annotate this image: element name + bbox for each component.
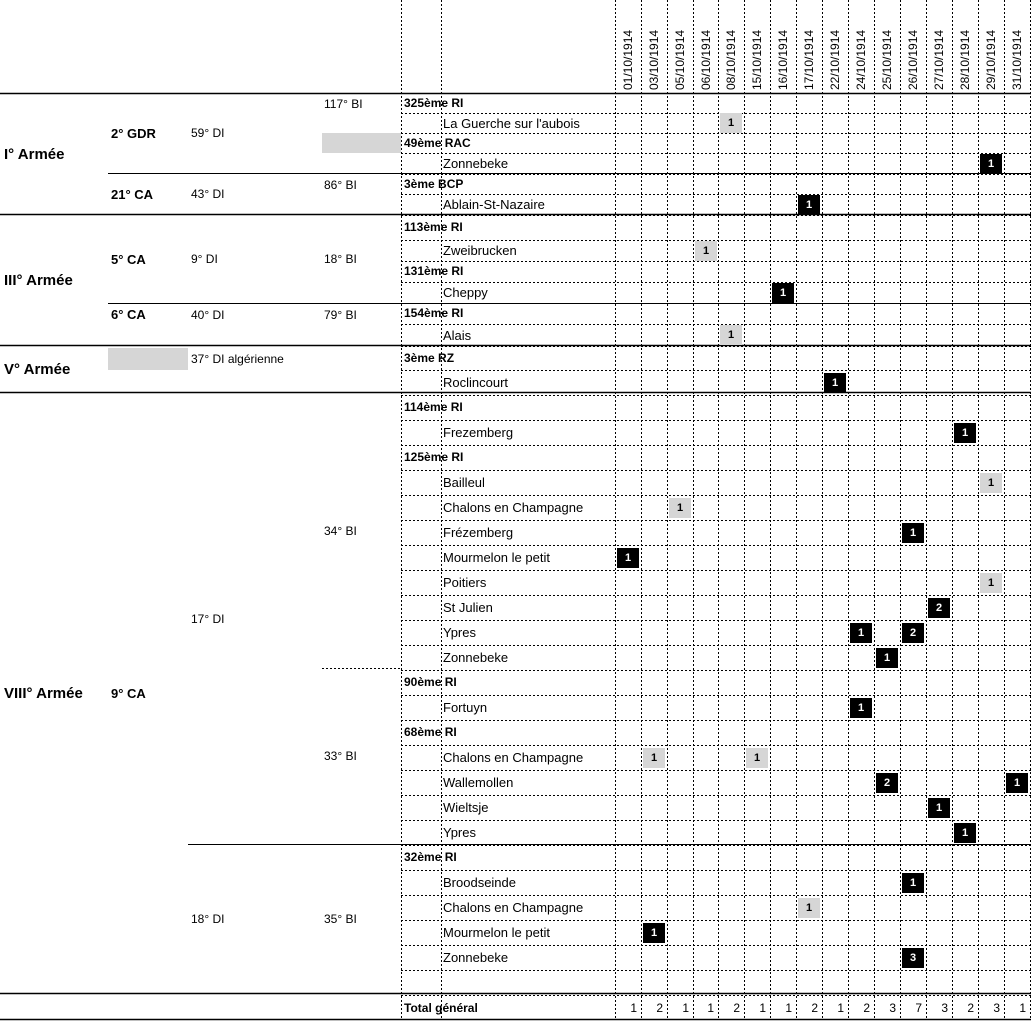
- count-cell: 1: [720, 113, 742, 133]
- brigade-label: 86° BI: [324, 178, 357, 192]
- total-value: 1: [1019, 1001, 1026, 1015]
- count-cell: 1: [1006, 773, 1028, 793]
- location-label: Fortuyn: [443, 700, 488, 715]
- location-label: Mourmelon le petit: [443, 925, 550, 940]
- location-label: Zonnebeke: [443, 650, 509, 665]
- count-cell: 1: [824, 373, 846, 393]
- regiment-label: 3ème BCP: [404, 177, 464, 191]
- total-value: 3: [941, 1001, 948, 1015]
- count-cell: 1: [980, 154, 1002, 174]
- date-column-header: 29/10/1914: [984, 29, 998, 90]
- count-cell: 1: [617, 548, 639, 568]
- location-label: Frézemberg: [443, 525, 514, 540]
- location-label: Mourmelon le petit: [443, 550, 550, 565]
- regiment-label: 325ème RI: [404, 96, 464, 110]
- total-label: Total général: [404, 1001, 478, 1015]
- total-value: 1: [837, 1001, 844, 1015]
- location-label: Ablain-St-Nazaire: [443, 197, 545, 212]
- count-cell: 1: [798, 898, 820, 918]
- location-label: Zonnebeke: [443, 950, 509, 965]
- regiment-label: 3ème RZ: [404, 351, 455, 365]
- total-value: 3: [993, 1001, 1000, 1015]
- brigade-label: 34° BI: [324, 524, 357, 538]
- total-value: 1: [707, 1001, 714, 1015]
- count-cell: 1: [643, 923, 665, 943]
- count-cell: 1: [850, 698, 872, 718]
- location-label: Zweibrucken: [443, 243, 517, 258]
- corps-label: 6° CA: [111, 307, 146, 322]
- regiment-label: 125ème RI: [404, 450, 464, 464]
- regiment-label: 113ème RI: [404, 220, 463, 234]
- army-label-8: VIII° Armée: [4, 685, 83, 702]
- count-cell: 1: [746, 748, 768, 768]
- brigade-label: 35° BI: [324, 912, 357, 926]
- count-cell: 1: [954, 823, 976, 843]
- location-label: Chalons en Champagne: [443, 500, 584, 515]
- count-cell: 2: [928, 598, 950, 618]
- location-label: St Julien: [443, 600, 493, 615]
- brigade-label: 117° BI: [324, 97, 363, 111]
- division-label: 40° DI: [191, 308, 225, 322]
- total-value: 2: [656, 1001, 663, 1015]
- brigade-label: 18° BI: [324, 252, 357, 266]
- count-cell: 1: [902, 523, 924, 543]
- location-label: Roclincourt: [443, 375, 509, 390]
- empty-grey-cell: [322, 133, 401, 153]
- count-cell: 1: [902, 873, 924, 893]
- army-label-1: I° Armée: [4, 146, 65, 163]
- regiment-label: 68ème RI: [404, 725, 457, 739]
- count-cell: 3: [902, 948, 924, 968]
- total-value: 1: [785, 1001, 792, 1015]
- location-label: Ypres: [443, 825, 476, 840]
- count-cell: 1: [720, 325, 742, 345]
- location-label: Poitiers: [443, 575, 487, 590]
- location-label: La Guerche sur l'aubois: [443, 116, 580, 131]
- date-column-header: 26/10/1914: [906, 29, 920, 90]
- location-label: Wieltsje: [443, 800, 489, 815]
- count-cell: 1: [772, 283, 794, 303]
- location-label: Broodseinde: [443, 875, 516, 890]
- total-value: 3: [889, 1001, 896, 1015]
- division-label: 37° DI algérienne: [191, 352, 284, 366]
- regiment-label: 49ème RAC: [404, 136, 471, 150]
- count-cell: 1: [850, 623, 872, 643]
- location-label: Frezemberg: [443, 425, 514, 440]
- count-cell: 1: [980, 573, 1002, 593]
- location-label: Bailleul: [443, 475, 485, 490]
- count-cell: 2: [902, 623, 924, 643]
- brigade-label: 33° BI: [324, 749, 357, 763]
- location-label: Cheppy: [443, 285, 488, 300]
- corps-label: 2° GDR: [111, 126, 156, 141]
- date-column-header: 24/10/1914: [854, 29, 868, 90]
- date-column-header: 16/10/1914: [776, 29, 790, 90]
- total-value: 7: [915, 1001, 922, 1015]
- total-value: 2: [967, 1001, 974, 1015]
- brigade-label: 79° BI: [324, 308, 357, 322]
- regiment-label: 131ème RI: [404, 264, 464, 278]
- total-value: 2: [811, 1001, 818, 1015]
- corps-label: 9° CA: [111, 686, 146, 701]
- regiment-label: 154ème RI: [404, 306, 464, 320]
- date-column-header: 03/10/1914: [647, 29, 661, 90]
- total-value: 2: [863, 1001, 870, 1015]
- corps-label: 21° CA: [111, 187, 154, 202]
- division-label: 43° DI: [191, 187, 225, 201]
- date-column-header: 15/10/1914: [750, 29, 764, 90]
- count-cell: 1: [669, 498, 691, 518]
- date-column-header: 05/10/1914: [673, 29, 687, 90]
- regiment-label: 90ème RI: [404, 675, 457, 689]
- date-column-header: 27/10/1914: [932, 29, 946, 90]
- date-column-header: 28/10/1914: [958, 29, 972, 90]
- date-column-header: 06/10/1914: [699, 29, 713, 90]
- location-label: Wallemollen: [443, 775, 514, 790]
- date-column-header: 31/10/1914: [1010, 29, 1024, 90]
- regiment-label: 114ème RI: [404, 400, 463, 414]
- total-value: 1: [682, 1001, 689, 1015]
- division-label: 59° DI: [191, 126, 225, 140]
- location-label: Ypres: [443, 625, 476, 640]
- location-label: Zonnebeke: [443, 156, 509, 171]
- total-value: 2: [733, 1001, 740, 1015]
- army-label-3: III° Armée: [4, 272, 73, 289]
- count-cell: 1: [876, 648, 898, 668]
- location-label: Alais: [443, 328, 472, 343]
- division-label: 9° DI: [191, 252, 218, 266]
- total-value: 1: [759, 1001, 766, 1015]
- count-cell: 1: [798, 195, 820, 215]
- date-column-header: 22/10/1914: [828, 29, 842, 90]
- location-label: Chalons en Champagne: [443, 900, 584, 915]
- location-label: Chalons en Champagne: [443, 750, 584, 765]
- count-cell: 1: [695, 241, 717, 261]
- date-column-header: 08/10/1914: [724, 29, 738, 90]
- count-cell: 1: [928, 798, 950, 818]
- date-column-header: 01/10/1914: [621, 29, 635, 90]
- count-cell: 1: [643, 748, 665, 768]
- total-value: 1: [630, 1001, 637, 1015]
- regiment-label: 32ème RI: [404, 850, 457, 864]
- count-cell: 1: [954, 423, 976, 443]
- division-label: 17° DI: [191, 612, 225, 626]
- corps-label: 5° CA: [111, 252, 146, 267]
- date-column-header: 25/10/1914: [880, 29, 894, 90]
- count-cell: 2: [876, 773, 898, 793]
- count-cell: 1: [980, 473, 1002, 493]
- date-column-header: 17/10/1914: [802, 29, 816, 90]
- empty-grey-cell: [108, 348, 188, 370]
- division-label: 18° DI: [191, 912, 225, 926]
- army-label-5: V° Armée: [4, 361, 71, 378]
